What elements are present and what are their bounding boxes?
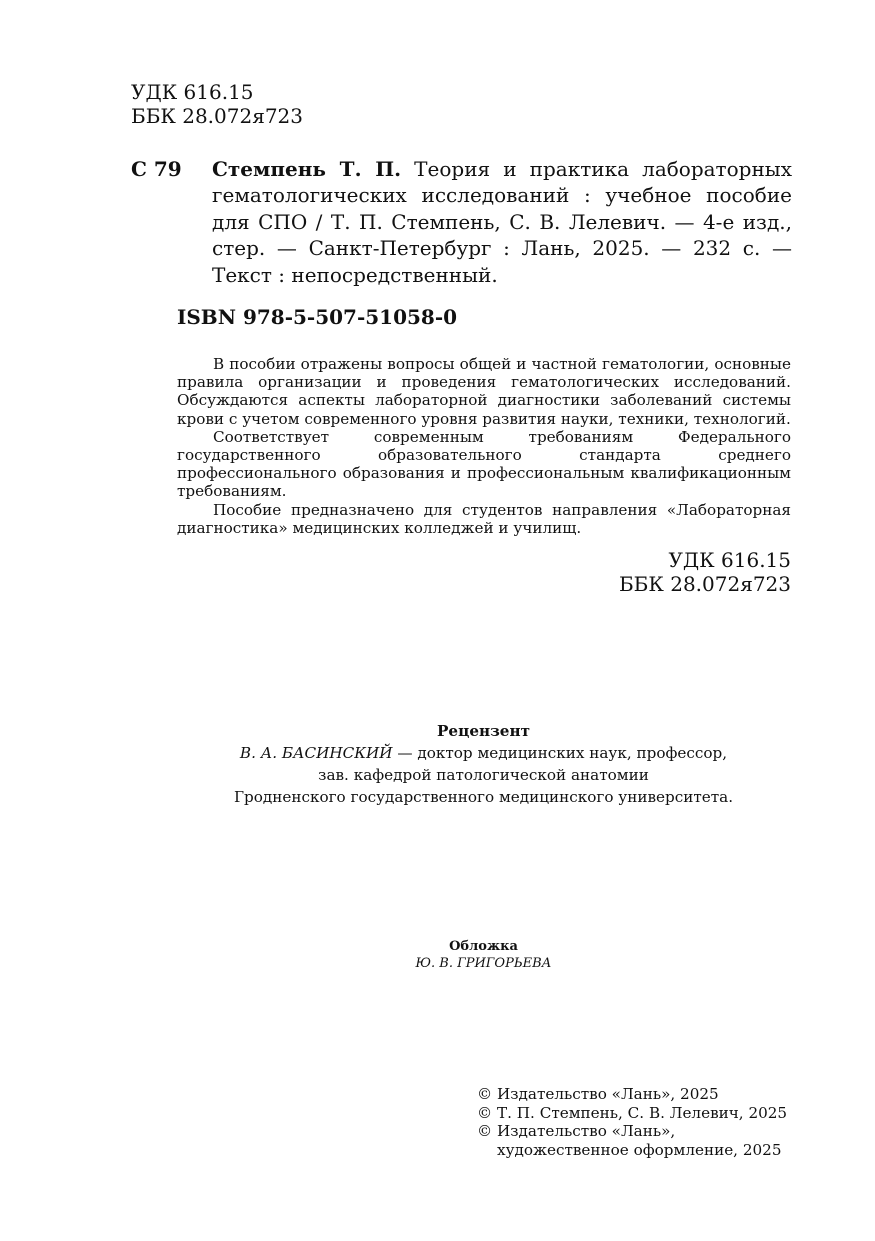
catalog-author: Стемпень Т. П. [212,157,402,181]
reviewer-name: В. А. БАСИНСКИЙ [239,744,393,762]
cover-label: Обложка [449,939,518,954]
annotation-paragraph-3: Пособие предназначено для студентов направления «Лабораторная диагностика» медицинских колледжей и училищ. [177,500,791,537]
classification-top [131,80,303,128]
reviewer-title: — доктор медицинских наук, профессор, [392,744,728,762]
author-mark: С 79 [131,157,182,181]
reviewer-label: Рецензент [437,722,530,740]
reviewer-line-3: Гродненского государственного медицинского университета. [233,788,734,806]
isbn: ISBN 978-5-507-51058-0 [177,305,458,329]
bbk-code: ББК 28.072я723 [131,104,304,128]
reviewer-line-2: зав. кафедрой патологической анатомии [318,766,649,784]
cover-credit [0,938,875,972]
copyright-block [477,1085,787,1159]
catalog-description: Теория и практика лабораторных гематологических исследований : учебное пособие для СПО / Т. П. Стемпень, С. В. Лелевич. — 4-е изд., стер. — Санкт-Петербург : Лань, 2025. — 232 с. — Текст : непосредственный. [212,157,792,287]
copyright-line-1: © Издательство «Лань», 2025 [477,1085,719,1103]
annotation-paragraph-2: Соответствует современным требованиям Федерального государственного образовательного стандарта среднего профессионального образования и профессиональным квалификационным требованиям. [177,427,791,501]
copyright-line-4: художественное оформление, 2025 [497,1140,782,1159]
bbk-code-right: ББК 28.072я723 [618,572,791,596]
annotation [177,355,791,537]
catalog-entry [212,156,792,288]
udk-code: УДК 616.15 [131,80,254,104]
cover-designer: Ю. В. ГРИГОРЬЕВА [415,956,552,971]
annotation-paragraph-1: В пособии отражены вопросы общей и частной гематологии, основные правила организации и проведения гематологических исследований. Обсуждаются аспекты лабораторной диагностики заболеваний системы крови с учетом современного уровня развития науки, техники, технологий. [177,355,791,428]
classification-right [619,548,791,596]
copyright-line-3: © Издательство «Лань», [477,1122,676,1140]
reviewer-block [0,720,875,808]
reviewer-line-1 [0,742,875,764]
copyright-line-2: © Т. П. Стемпень, С. В. Лелевич, 2025 [477,1103,788,1122]
udk-code-right: УДК 616.15 [668,548,791,572]
